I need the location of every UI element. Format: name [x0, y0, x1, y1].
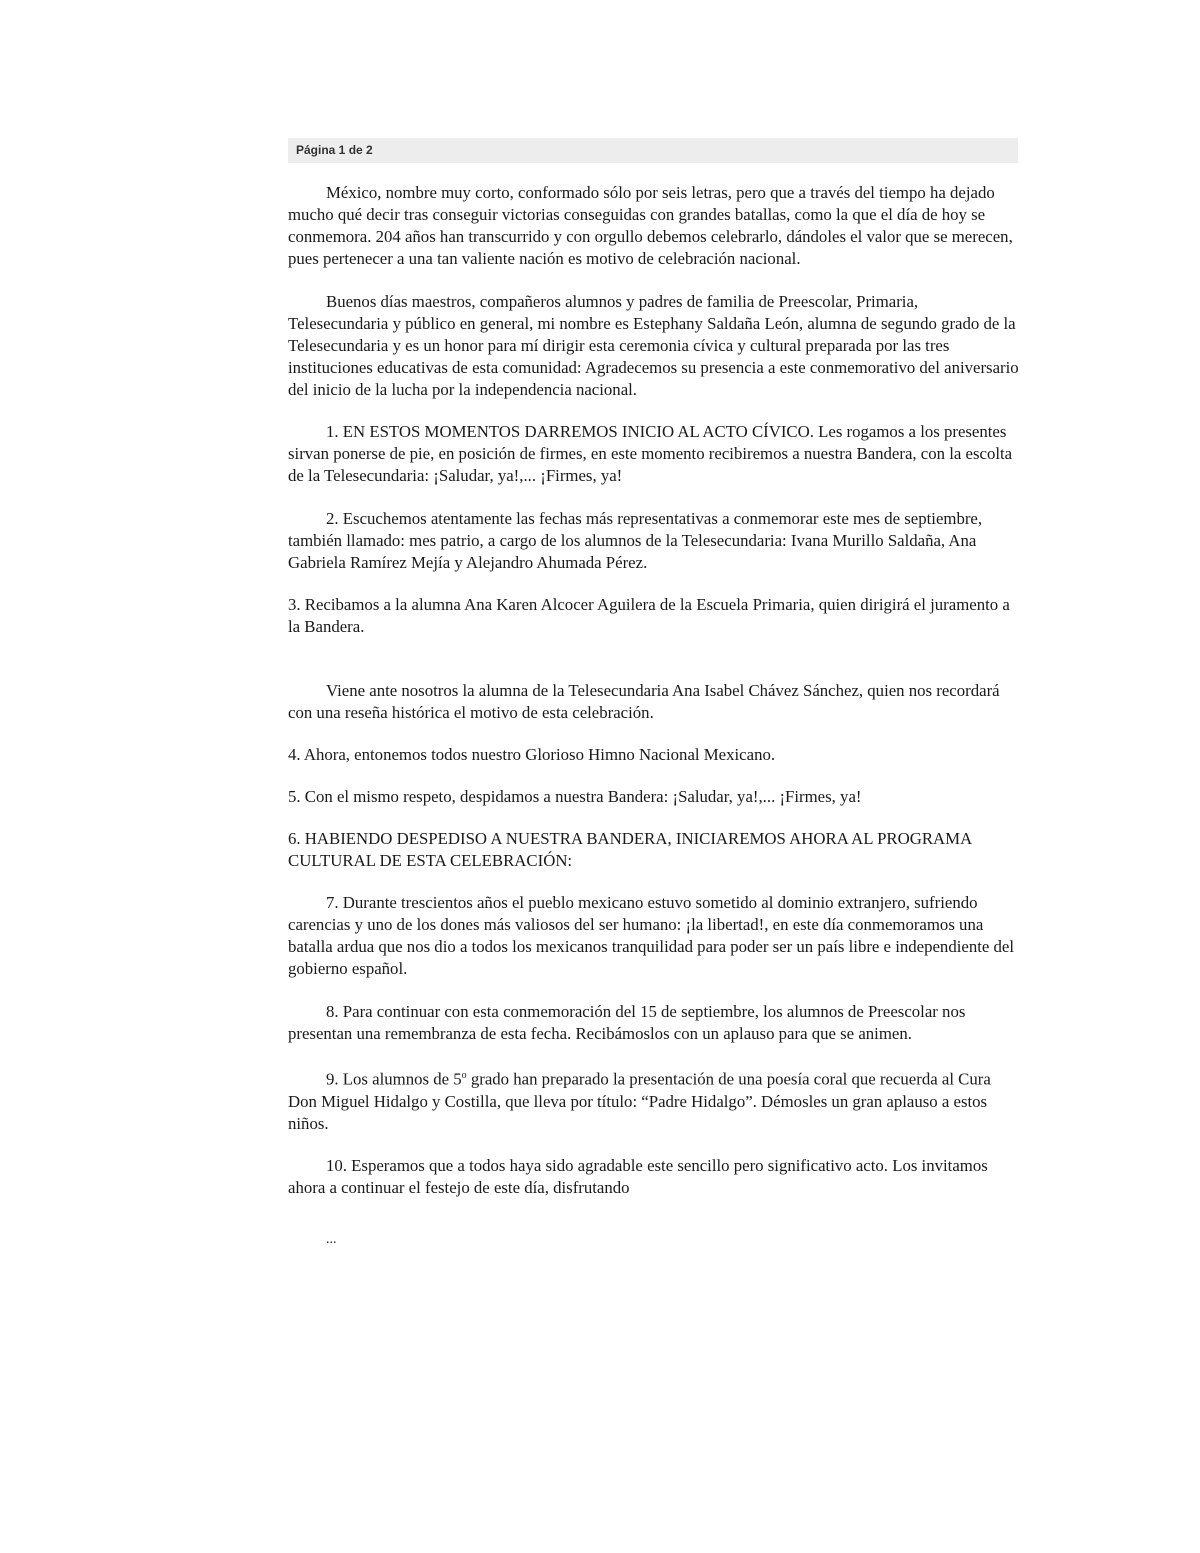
program-item-4: 4. Ahora, entonemos todos nuestro Glorioso Himno Nacional Mexicano. [288, 745, 776, 764]
program-item-10: 10. Esperamos que a todos haya sido agradable este sencillo pero significativo acto. Los invitamos ahora a continuar el festejo de este día, disfrutando [288, 1155, 988, 1197]
historical-review-paragraph: Viene ante nosotros la alumna de la Telesecundaria Ana Isabel Chávez Sánchez, quien nos recordará con una reseña histórica el motivo de esta celebración. [288, 681, 1000, 722]
program-item-3: 3. Recibamos a la alumna Ana Karen Alcocer Aguilera de la Escuela Primaria, quien dirigirá el juramento a la Bandera. [288, 595, 1010, 636]
program-item-9-start: 9. Los alumnos de 5 [326, 1069, 462, 1089]
program-item-1: 1. EN ESTOS MOMENTOS DARREMOS INICIO AL ACTO CÍVICO. Les rogamos a los presentes sirvan ponerse de pie, en posición de firmes, en este momento recibiremos a nuestra Bandera, con la escolta de la Telesecundaria: ¡Saludar, ya!,... ¡Firmes, ya! [288, 422, 1013, 485]
program-item-8: 8. Para continuar con esta conmemoración del 15 de septiembre, los alumnos de Preescolar nos presentan una remembranza de esta fecha. Recibámoslos con un aplauso para que se animen. [288, 1002, 966, 1043]
document-body [288, 182, 1020, 1251]
program-item-2: 2. Escuchemos atentamente las fechas más representativas a conmemorar este mes de septiembre, también llamado: mes patrio, a cargo de los alumnos de la Telesecundaria: Ivana Murillo Saldaña, Ana Gabriela Ramírez Mejía y Alejandro Ahumada Pérez. [288, 509, 983, 572]
intro-paragraph: México, nombre muy corto, conformado sólo por seis letras, pero que a través del tiempo ha dejado mucho qué decir tras conseguir victorias conseguidas con grandes batallas, como la que el día de hoy se conmemora. 204 años han transcurrido y con orgullo debemos celebrarlo, dándoles el valor que se merecen, pues pertenecer a una tan valiente nación es motivo de celebración nacional. [288, 183, 1013, 268]
grade-superscript: o [461, 1070, 467, 1081]
program-item-5: 5. Con el mismo respeto, despidamos a nuestra Bandera: ¡Saludar, ya!,... ¡Firmes, ya! [288, 787, 862, 806]
program-item-9 [288, 1065, 1020, 1135]
continuation-ellipsis: ... [326, 1231, 337, 1247]
program-item-6: 6. HABIENDO DESPEDISO A NUESTRA BANDERA, INICIAREMOS AHORA AL PROGRAMA CULTURAL DE ESTA CELEBRACIÓN: [288, 829, 972, 870]
program-item-7: 7. Durante trescientos años el pueblo mexicano estuvo sometido al dominio extranjero, sufriendo carencias y uno de los dones más valiosos del ser humano: ¡la libertad!, en este día conmemoramos una batalla ardua que nos dio a todos los mexicanos tranquilidad para poder ser un país libre e independiente del gobierno español. [288, 893, 1015, 978]
welcome-paragraph: Buenos días maestros, compañeros alumnos y padres de familia de Preescolar, Primaria, Telesecundaria y público en general, mi nombre es Estephany Saldaña León, alumna de segundo grado de la Telesecundaria y es un honor para mí dirigir esta ceremonia cívica y cultural preparada por las tres instituciones educativas de esta comunidad: Agradecemos su presencia a este conmemorativo del aniversario del inicio de la lucha por la independencia nacional. [288, 292, 1019, 399]
program-item-9-rest: grado han preparado la presentación de una poesía coral que recuerda al Cura Don Miguel Hidalgo y Costilla, que lleva por título: “Padre Hidalgo”. Démosles un gran aplauso a estos niños. [288, 1069, 991, 1133]
page-indicator: Página 1 de 2 [288, 138, 1018, 163]
